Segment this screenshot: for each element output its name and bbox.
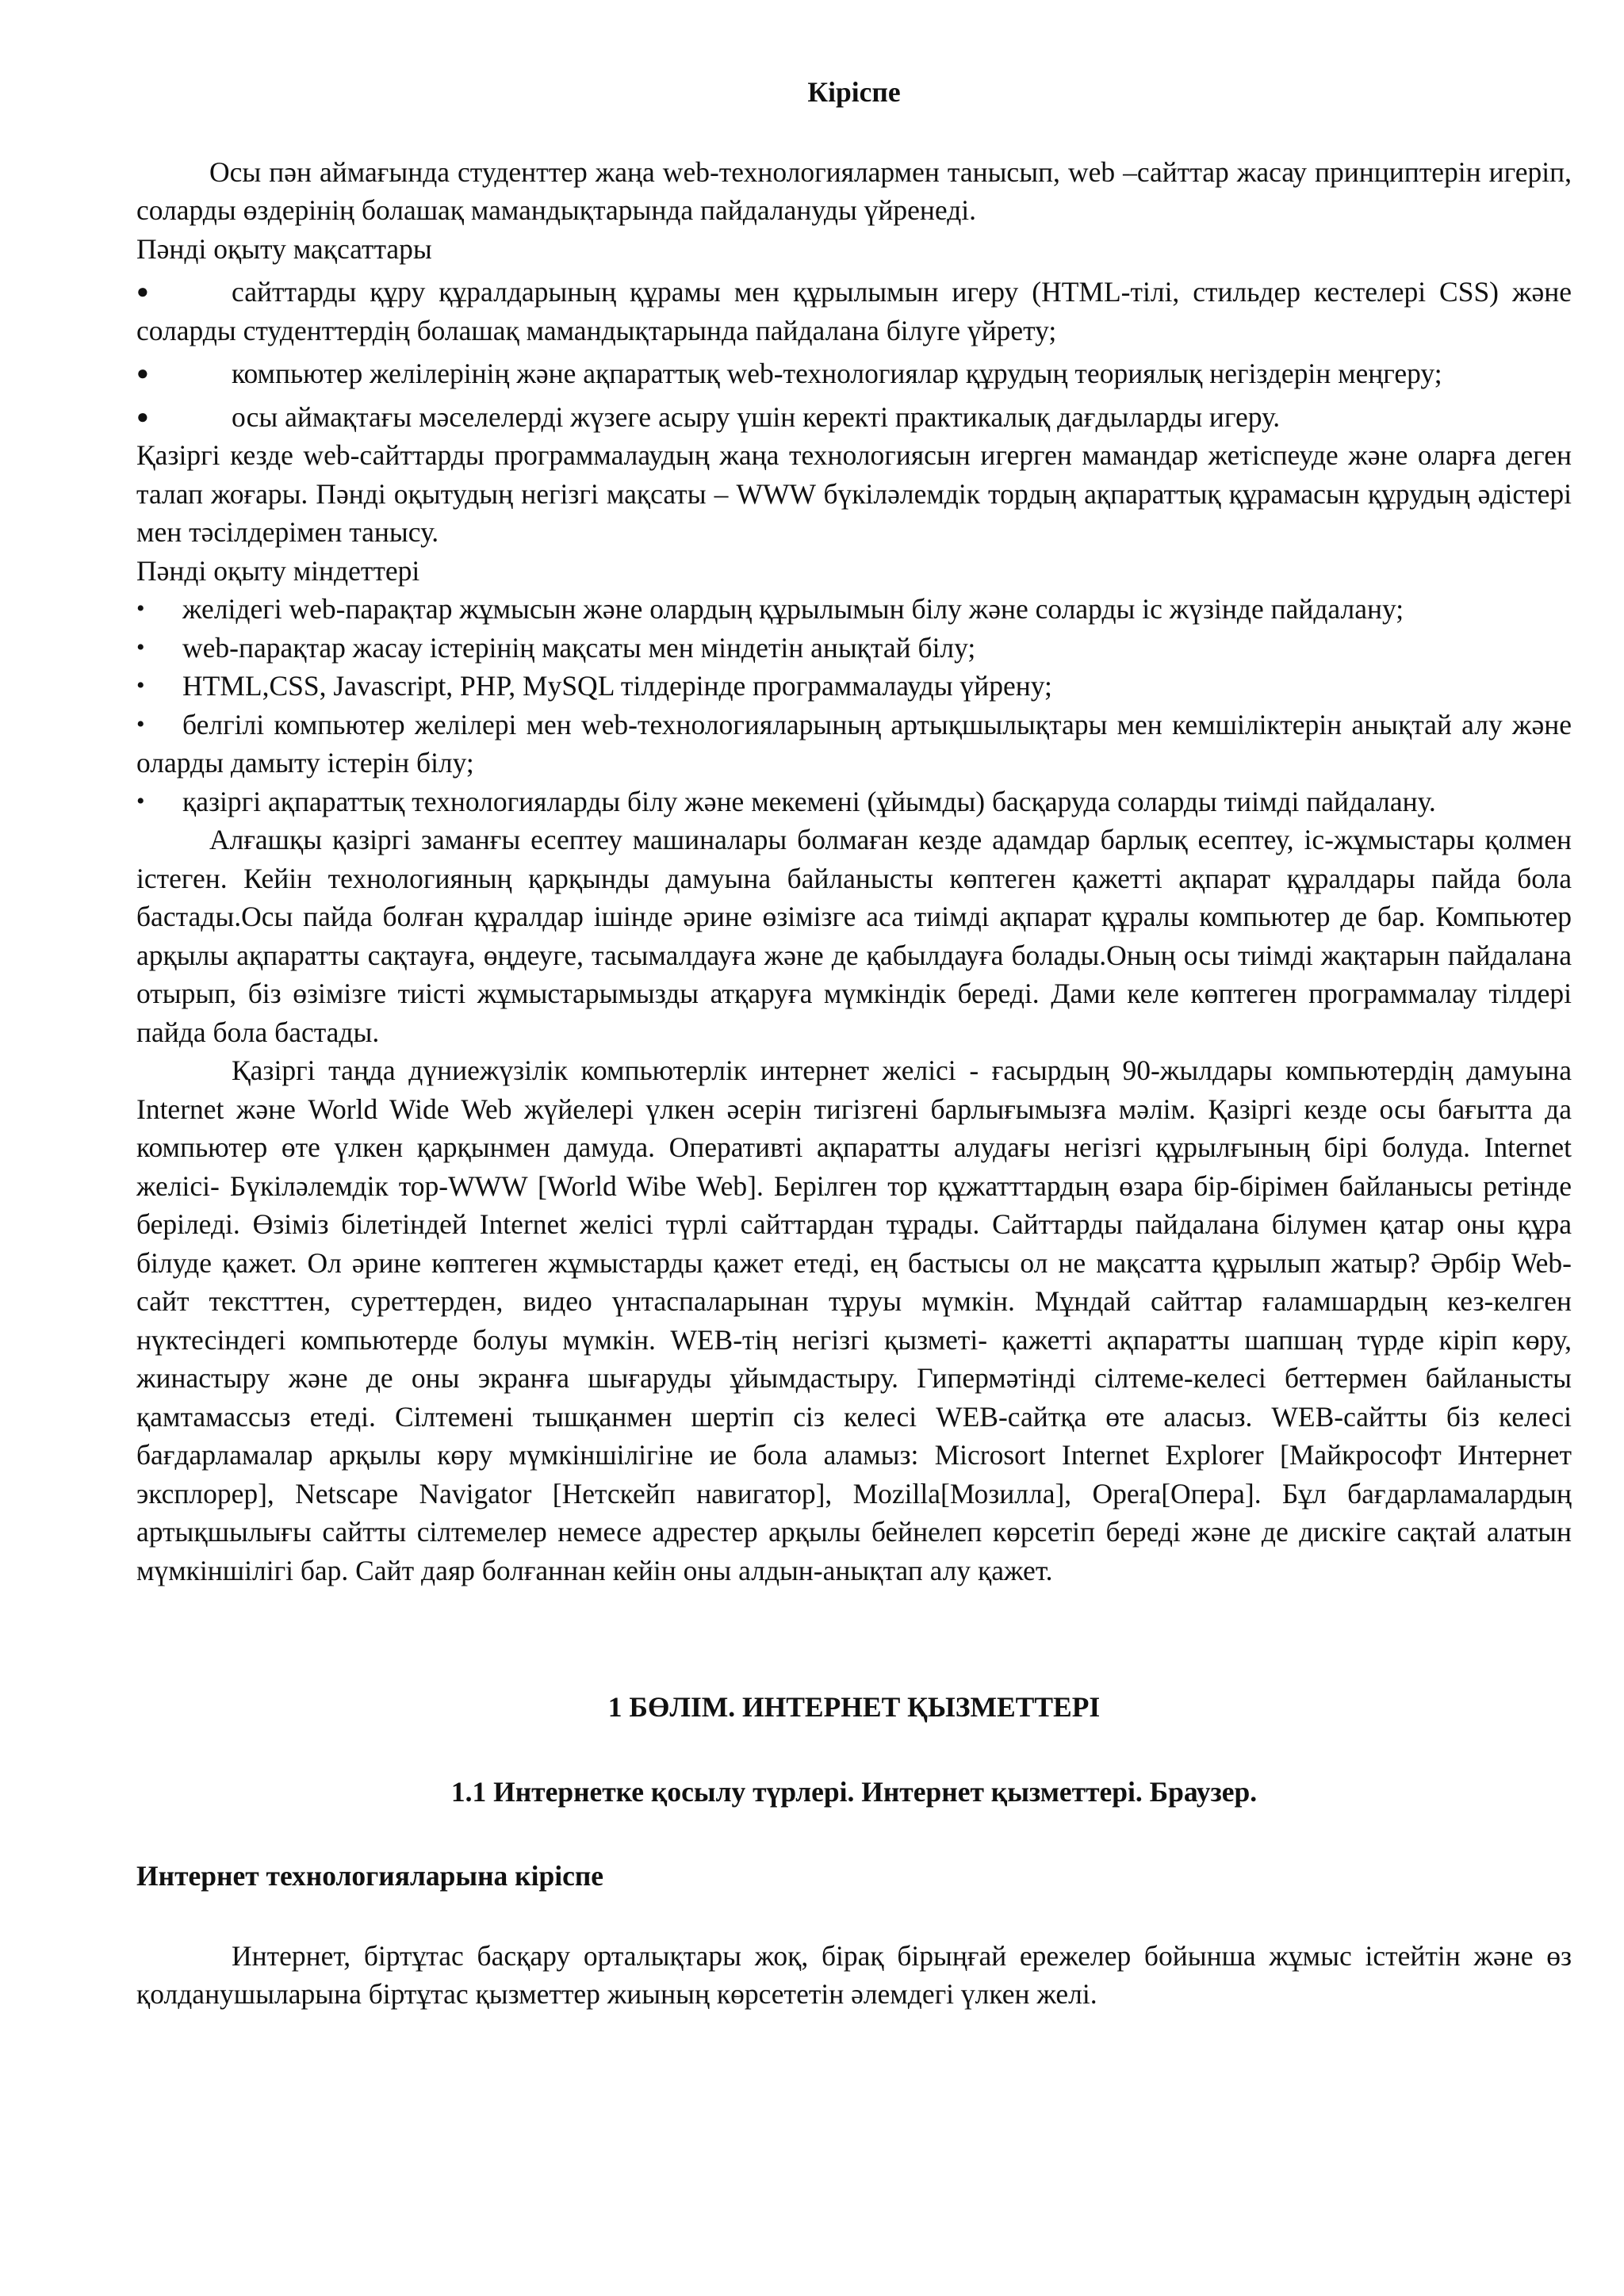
subheading: Интернет технологияларына кіріспе <box>136 1860 604 1892</box>
spacer <box>136 1590 1572 1688</box>
task-text: желідегі web-парақтар жұмысын және олардың құрылымын білу және соларды іс жүзінде пайдалану; <box>182 593 1404 625</box>
document-page <box>136 73 1572 2014</box>
task-text: HTML,CSS, Javascript, PHP, MySQL тілдерінде программалауды үйрену; <box>182 670 1052 702</box>
bullet-dot-icon: ● <box>136 362 149 385</box>
bullet-icon: • <box>136 672 145 698</box>
goal-item <box>136 273 1572 350</box>
section-title: 1 БӨЛІМ. ИНТЕРНЕТ ҚЫЗМЕТТЕРІ <box>607 1691 1101 1723</box>
task-item <box>136 706 1572 783</box>
spacer <box>136 1727 1572 1773</box>
bullet-icon: • <box>136 595 145 622</box>
need-paragraph: Қазіргі кезде web-сайттарды программалаудың жаңа технологиясын игерген мамандар жетіспеуде және оларға деген талап жоғары. Пәнді оқытудың негізгі мақсаты – WWW бүкіләлемдік тордың ақпараттық құрамасын құрудың әдістері мен тәсілдерімен танысу. <box>136 439 1572 548</box>
bullet-icon: • <box>136 633 145 660</box>
goal-text: компьютер желілерінің және ақпараттық web-технологиялар құрудың теориялық негіздерін меңгеру; <box>232 358 1442 389</box>
bullet-icon: • <box>136 787 145 814</box>
task-text: белгілі компьютер желілері мен web-технологияларының артықшылықтары мен кемшіліктерін анықтай алу және оларды дамыту істерін білу; <box>136 708 1572 779</box>
final-paragraph: Интернет, біртұтас басқару орталықтары жоқ, бірақ бірыңғай ережелер бойынша жұмыс істейтін және өз қолданушыларына біртұтас қызметтер жиының көрсететін әлемдегі үлкен желі. <box>136 1939 1572 2010</box>
internet-paragraph: Қазіргі таңда дүниежүзілік компьютерлік интернет желісі - ғасырдың 90-жылдары компьютердің дамуына Internet және World Wide Web жүйелері үлкен әсерін тигізгені барлығымызға мәлім. Қазіргі кезде осы бағытта да компьютер өте үлкен қарқынмен дамуда. Оперативті ақпаратты алудағы негізгі құрылғының бірі болуда. Internet желісі- Бүкіләлемдік тор-WWW [World Wibe Web]. Берілген тор құжатттардың өзара бір-бірімен байланысы ретінде беріледі. Өзіміз білетіндей Internet желісі түрлі сайттардан тұрады. Сайттарды пайдалана білумен қатар оны құра білуде қажет. Ол әрине көптеген жұмыстарды қажет етеді, ең бастысы ол не мақсатта құрылып жатыр? Әрбір Web-сайт текстттен, суреттерден, видео үнтаспаларынан тұруы мүмкін. Мұндай сайттар ғаламшардың кез-келген нүктесіндегі компьютерде болуы мүмкін. WEB-тің негізгі қызметі- қажетті ақпаратты шапшаң түрде кіріп көру, жинастыру және де оны экранға шығаруды ұйымдастыру. Гипермәтінді сілтеме-келесі беттермен байланысты қамтамассыз етеді. Сілтемені тышқанмен шертіп сіз келесі WEB-сайтқа өте аласыз. WEB-сайтты біз келесі бағдарламалар арқылы көру мүмкіншілігіне ие бола аламыз: Microsort Internet Explorer [Майкрософт Интернет эксплорер], Netscape Navigator [Нетскейп навигатор], Mozilla[Мозилла], Opera[Опера]. Бұл бағдарламалардың артықшылығы сайтты сілтемелер немесе адрестер арқылы бейнелеп көрсетіп береді және де дискіге сақтай алатын мүмкіншілігі бар. Сайт даяр болғаннан кейін оны алдын-анықтап алу қажет. <box>136 1054 1572 1586</box>
task-text: web-парақтар жасау істерінің мақсаты мен міндетін анықтай білу; <box>182 631 976 664</box>
page-title: Кіріспе <box>807 76 901 108</box>
goal-text: сайттарды құру құралдарының құрамы мен құрылымын игеру (HTML-тілі, стильдер кестелері CSS) және соларды студенттердің болашақ мамандықтарында пайдалана білуге үйрету; <box>136 276 1572 346</box>
bullet-icon: • <box>136 710 145 737</box>
spacer <box>136 112 1572 153</box>
task-item <box>136 629 1572 668</box>
bullet-dot-icon: ● <box>136 404 149 428</box>
subsection-title: 1.1 Интернетке қосылу түрлері. Интернет қызметтері. Браузер. <box>450 1775 1258 1808</box>
goal-item <box>136 398 1572 437</box>
task-text: қазіргі ақпараттық технологияларды білу және мекемені (ұйымды) басқаруда соларды тиімді пайдалану. <box>182 785 1436 817</box>
goal-item <box>136 354 1572 393</box>
task-item <box>136 667 1572 706</box>
goals-label: Пәнді оқыту мақсаттары <box>136 232 432 265</box>
task-item <box>136 590 1572 629</box>
task-item <box>136 783 1572 821</box>
tasks-label: Пәнді оқыту міндеттері <box>136 554 420 587</box>
history-paragraph: Алғашқы қазіргі заманғы есептеу машиналары болмаған кезде адамдар барлық есептеу, іс-жұмыстары қолмен істеген. Кейін технологияның қарқынды дамуына байланысты көптеген қажетті ақпарат құралдары пайда бола бастады.Осы пайда болған құралдар ішінде әрине өзімізге аса тиімді ақпарат құралы компьютер де бар. Компьютер арқылы ақпаратты сақтауға, өңдеуге, тасымалдауға және де қабылдауға болады.Оның осы тиімді жақтарын пайдалана отырып, біз өзімізге тиісті жұмыстарымызды атқаруға мүмкіндік береді. Дами келе көптеген программалау тілдері пайда бола бастады. <box>136 824 1572 1048</box>
spacer <box>136 1896 1572 1937</box>
bullet-dot-icon: ● <box>136 280 149 303</box>
goal-text: осы аймақтағы мәселелерді жүзеге асыру үшін керекті практикалық дағдыларды игеру. <box>232 400 1281 433</box>
spacer <box>136 1811 1572 1857</box>
intro-paragraph: Осы пән аймағында студенттер жаңа web-технологиялармен танысып, web –сайттар жасау принциптерін игеріп, соларды өздерінің болашақ мамандықтарында пайдалануды үйренеді. <box>136 155 1572 226</box>
